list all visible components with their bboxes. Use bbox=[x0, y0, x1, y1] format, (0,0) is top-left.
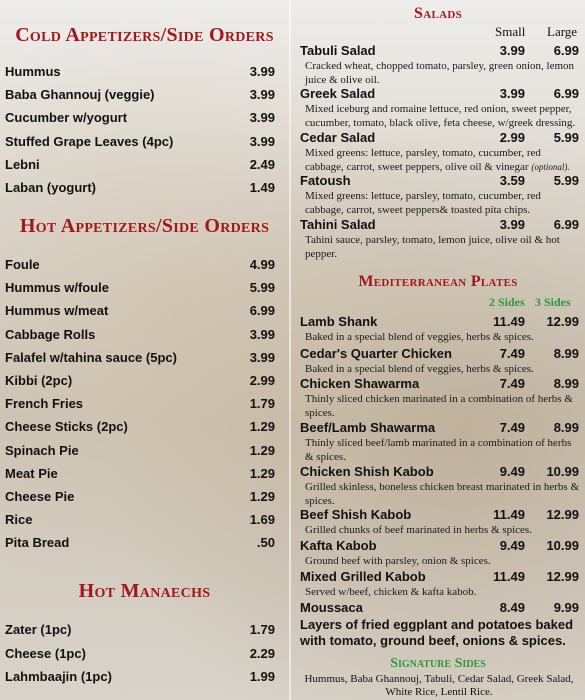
item-description bbox=[300, 392, 580, 420]
item-description bbox=[300, 554, 580, 568]
item-name: Moussaca bbox=[300, 600, 363, 615]
hot-appetizers-heading: Hot Appetizers/Side Orders bbox=[19, 215, 270, 237]
menu-item-lamb-shank bbox=[300, 313, 580, 344]
menu-item-tabuli-salad bbox=[300, 42, 580, 87]
item-price-second: 6.99 bbox=[553, 217, 579, 232]
item-price-second: 8.99 bbox=[553, 346, 579, 361]
item-price: 1.29 bbox=[249, 419, 275, 435]
signature-sides-heading: Signature Sides bbox=[390, 656, 486, 671]
item-name: Pita Bread bbox=[5, 535, 70, 551]
item-price: 2.29 bbox=[249, 645, 275, 661]
item-price-first: 8.49 bbox=[499, 600, 525, 615]
menu-item-lahmbaajin-1pc bbox=[5, 666, 275, 688]
item-price: 5.99 bbox=[249, 280, 275, 296]
item-description bbox=[300, 585, 580, 599]
item-price: 3.99 bbox=[249, 326, 275, 342]
salads-heading: Salads bbox=[414, 5, 462, 22]
moussaca-description: Layers of fried eggplant and potatoes baked with tomato, ground beef, onions & spices. bbox=[300, 617, 574, 648]
item-price-first: 7.49 bbox=[499, 420, 525, 435]
item-description-note: (optional). bbox=[531, 162, 570, 172]
item-title-row bbox=[300, 85, 580, 102]
menu-item-zater-1pc bbox=[5, 619, 275, 641]
item-price-second: 10.99 bbox=[546, 464, 579, 479]
item-name: Hummus w/meat bbox=[5, 303, 109, 319]
item-price: 3.99 bbox=[249, 87, 275, 103]
item-name: Tahini Salad bbox=[300, 217, 376, 232]
menu-item-beef-lamb-shawarma bbox=[300, 419, 580, 464]
item-name: Fatoush bbox=[300, 173, 351, 188]
item-price: 3.99 bbox=[249, 133, 275, 149]
item-name: Kibbi (2pc) bbox=[5, 373, 73, 388]
hot-manaechs-heading: Hot Manaechs bbox=[78, 580, 211, 602]
menu-item-lebni bbox=[5, 154, 275, 176]
item-price-second: 6.99 bbox=[553, 86, 579, 101]
item-title-row bbox=[300, 463, 580, 480]
item-price-first: 11.49 bbox=[493, 507, 525, 522]
item-description bbox=[300, 330, 580, 344]
item-price-first: 11.49 bbox=[493, 314, 525, 329]
item-name: Foule bbox=[5, 257, 40, 272]
menu-item-foule bbox=[5, 254, 275, 276]
item-name: Beef Shish Kabob bbox=[300, 507, 412, 522]
menu-item-fatoush bbox=[300, 172, 580, 217]
menu-item-cabbage-rolls bbox=[5, 324, 275, 346]
item-description-text: Thinly sliced chicken marinated in a combination of herbs & spices. bbox=[305, 393, 573, 419]
item-price: 1.29 bbox=[249, 442, 275, 458]
item-name: Hummus bbox=[5, 64, 61, 79]
menu-item-cucumber-w-yogurt bbox=[5, 107, 275, 129]
item-price-first: 2.99 bbox=[499, 130, 525, 145]
left-column bbox=[0, 0, 289, 700]
item-description-text: Mixed greens: lettuce, parsley, tomato, cucumber, red cabbage, carrot, sweet peppers, olive oil & vinegar bbox=[305, 147, 541, 173]
item-description-text: Mixed iceburg and romaine lettuce, red onion, sweet pepper, cucumber, tomato, black olive, feta cheese, w/greek dressing. bbox=[305, 103, 576, 129]
item-description-text: Served w/beef, chicken & kafta kabob. bbox=[305, 586, 477, 598]
item-name: Chicken Shish Kabob bbox=[300, 464, 434, 479]
item-description-text: Baked in a special blend of veggies, herbs & spices. bbox=[305, 363, 534, 375]
item-name: Stuffed Grape Leaves (4pc) bbox=[5, 133, 174, 149]
menu-item-meat-pie bbox=[5, 463, 275, 485]
item-price-first: 3.99 bbox=[499, 86, 525, 101]
item-name: Cheese (1pc) bbox=[5, 645, 86, 661]
mediterranean-plates-heading: Mediterranean Plates bbox=[358, 273, 518, 290]
item-name: Hummus w/foule bbox=[5, 280, 110, 296]
menu-item-baba-ghannouj-veggie bbox=[5, 84, 275, 106]
item-price-first: 3.99 bbox=[499, 43, 525, 58]
item-description bbox=[300, 362, 580, 376]
item-title-row bbox=[300, 172, 580, 189]
item-name: Lebni bbox=[5, 156, 40, 172]
item-name: Chicken Shawarma bbox=[300, 376, 420, 391]
item-title-row bbox=[300, 129, 580, 146]
menu-item-rice bbox=[5, 509, 275, 531]
item-price-first: 3.59 bbox=[499, 173, 525, 188]
menu-item-laban-yogurt bbox=[5, 177, 275, 199]
item-price: 6.99 bbox=[249, 303, 275, 319]
item-name: Zater (1pc) bbox=[5, 622, 72, 637]
three-sides-column-header: 3 Sides bbox=[535, 295, 571, 309]
item-description-text: Mixed greens: lettuce, parsley, tomato, cucumber, red cabbage, carrot, sweet peppers& toasted pita chips. bbox=[305, 190, 541, 216]
menu-item-french-fries bbox=[5, 393, 275, 415]
item-name: Falafel w/tahina sauce (5pc) bbox=[5, 349, 177, 365]
menu-item-cheese-pie bbox=[5, 486, 275, 508]
item-price-second: 8.99 bbox=[553, 420, 579, 435]
item-description bbox=[300, 146, 580, 174]
menu-item-tahini-salad bbox=[300, 216, 580, 261]
menu-item-hummus bbox=[5, 61, 275, 83]
menu-item-cheese-1pc bbox=[5, 643, 275, 665]
menu-item-pita-bread bbox=[5, 532, 275, 554]
item-title-row bbox=[300, 599, 580, 616]
item-name: Rice bbox=[5, 512, 33, 528]
menu-item-kafta-kabob bbox=[300, 537, 580, 568]
menu-item-chicken-shish-kabob bbox=[300, 463, 580, 508]
two-sides-column-header: 2 Sides bbox=[489, 295, 525, 309]
item-title-row bbox=[300, 42, 580, 59]
item-price-first: 9.49 bbox=[499, 464, 525, 479]
item-name: Tabuli Salad bbox=[300, 43, 376, 58]
item-price-first: 11.49 bbox=[493, 569, 525, 584]
item-price-second: 9.99 bbox=[553, 600, 579, 615]
cold-appetizers-heading: Cold Appetizers/Side Orders bbox=[15, 24, 274, 46]
item-name: Spinach Pie bbox=[5, 442, 79, 458]
item-description bbox=[300, 523, 580, 537]
item-price: 1.29 bbox=[249, 465, 275, 481]
item-title-row bbox=[300, 345, 580, 362]
item-price: 1.99 bbox=[249, 669, 275, 684]
menu-item-beef-shish-kabob bbox=[300, 506, 580, 537]
menu-item-hummus-w-meat bbox=[5, 300, 275, 322]
item-name: Lahmbaajin (1pc) bbox=[5, 669, 112, 684]
item-description bbox=[300, 233, 580, 261]
item-name: Cabbage Rolls bbox=[5, 326, 96, 342]
item-description-text: Ground beef with parsley, onion & spices. bbox=[305, 555, 491, 567]
item-title-row bbox=[300, 537, 580, 554]
item-name: Kafta Kabob bbox=[300, 538, 377, 553]
item-title-row bbox=[300, 216, 580, 233]
item-price: 1.49 bbox=[249, 180, 275, 195]
menu-item-moussaca bbox=[300, 599, 580, 616]
item-name: Cheese Sticks (2pc) bbox=[5, 419, 128, 435]
menu-item-kibbi-2pc bbox=[5, 370, 275, 392]
item-name: French Fries bbox=[5, 396, 84, 412]
item-price: 2.49 bbox=[249, 156, 275, 172]
item-price: 3.99 bbox=[249, 349, 275, 365]
item-description-text: Grilled chunks of beef marinated in herbs & spices. bbox=[305, 524, 532, 536]
menu-item-cedar-s-quarter-chicken bbox=[300, 345, 580, 376]
item-price-first: 7.49 bbox=[499, 376, 525, 391]
item-price-second: 8.99 bbox=[553, 376, 579, 391]
menu-item-falafel-w-tahina-sauce-5pc bbox=[5, 347, 275, 369]
small-column-header: Small bbox=[495, 24, 526, 39]
item-title-row bbox=[300, 375, 580, 392]
menu-item-cheese-sticks-2pc bbox=[5, 416, 275, 438]
item-price: 1.29 bbox=[249, 489, 275, 504]
item-price-first: 9.49 bbox=[499, 538, 525, 553]
menu-item-spinach-pie bbox=[5, 440, 275, 462]
item-name: Laban (yogurt) bbox=[5, 180, 96, 195]
item-price-second: 12.99 bbox=[546, 569, 579, 584]
item-price-first: 3.99 bbox=[499, 217, 525, 232]
item-title-row bbox=[300, 313, 580, 330]
item-price: 3.99 bbox=[249, 110, 275, 126]
menu-item-greek-salad bbox=[300, 85, 580, 130]
menu-item-cedar-salad bbox=[300, 129, 580, 174]
item-description-text: Cracked wheat, chopped tomato, parsley, green onion, lemon juice & olive oil. bbox=[305, 60, 575, 86]
item-price: 2.99 bbox=[249, 373, 275, 388]
item-title-row bbox=[300, 506, 580, 523]
item-price: 4.99 bbox=[249, 257, 275, 272]
item-description bbox=[300, 480, 580, 508]
item-price-first: 7.49 bbox=[499, 346, 525, 361]
item-name: Meat Pie bbox=[5, 465, 58, 481]
item-price-second: 5.99 bbox=[553, 130, 579, 145]
item-description-text: Baked in a special blend of veggies, herbs & spices. bbox=[305, 331, 534, 343]
item-description-text: Tahini sauce, parsley, tomato, lemon juice, olive oil & hot pepper. bbox=[305, 234, 560, 260]
item-name: Cedar's Quarter Chicken bbox=[300, 346, 452, 361]
menu-item-stuffed-grape-leaves-4pc bbox=[5, 131, 275, 153]
item-price-second: 12.99 bbox=[546, 314, 579, 329]
item-name: Baba Ghannouj (veggie) bbox=[5, 87, 155, 103]
item-price: 1.79 bbox=[249, 622, 275, 637]
item-name: Cucumber w/yogurt bbox=[5, 110, 128, 126]
item-price-second: 12.99 bbox=[546, 507, 579, 522]
item-name: Greek Salad bbox=[300, 86, 376, 101]
item-description-text: Grilled skinless, boneless chicken breast marinated in herbs & spices. bbox=[305, 481, 580, 507]
item-price-second: 10.99 bbox=[546, 538, 579, 553]
item-name: Mixed Grilled Kabob bbox=[300, 569, 426, 584]
item-description bbox=[300, 436, 580, 464]
item-description-text: Thinly sliced beef/lamb marinated in a combination of herbs & spices. bbox=[305, 437, 572, 463]
menu-item-chicken-shawarma bbox=[300, 375, 580, 420]
menu-item-hummus-w-foule bbox=[5, 277, 275, 299]
item-name: Cedar Salad bbox=[300, 130, 376, 145]
item-price: .50 bbox=[256, 535, 275, 551]
item-title-row bbox=[300, 568, 580, 585]
item-name: Beef/Lamb Shawarma bbox=[300, 420, 436, 435]
item-name: Cheese Pie bbox=[5, 489, 75, 504]
menu-item-mixed-grilled-kabob bbox=[300, 568, 580, 599]
item-description bbox=[300, 102, 580, 130]
large-column-header: Large bbox=[547, 24, 578, 39]
item-description bbox=[300, 189, 580, 217]
item-price: 1.79 bbox=[249, 396, 275, 412]
item-price-second: 5.99 bbox=[553, 173, 579, 188]
item-price-second: 6.99 bbox=[553, 43, 579, 58]
item-title-row bbox=[300, 419, 580, 436]
item-description bbox=[300, 59, 580, 87]
right-column bbox=[291, 0, 585, 700]
signature-sides-list: Hummus, Baba Ghannouj, Tabuli, Cedar Salad, Greek Salad, White Rice, Lentil Rice. bbox=[304, 673, 574, 698]
item-price: 3.99 bbox=[249, 64, 275, 79]
item-name: Lamb Shank bbox=[300, 314, 378, 329]
item-price: 1.69 bbox=[249, 512, 275, 528]
